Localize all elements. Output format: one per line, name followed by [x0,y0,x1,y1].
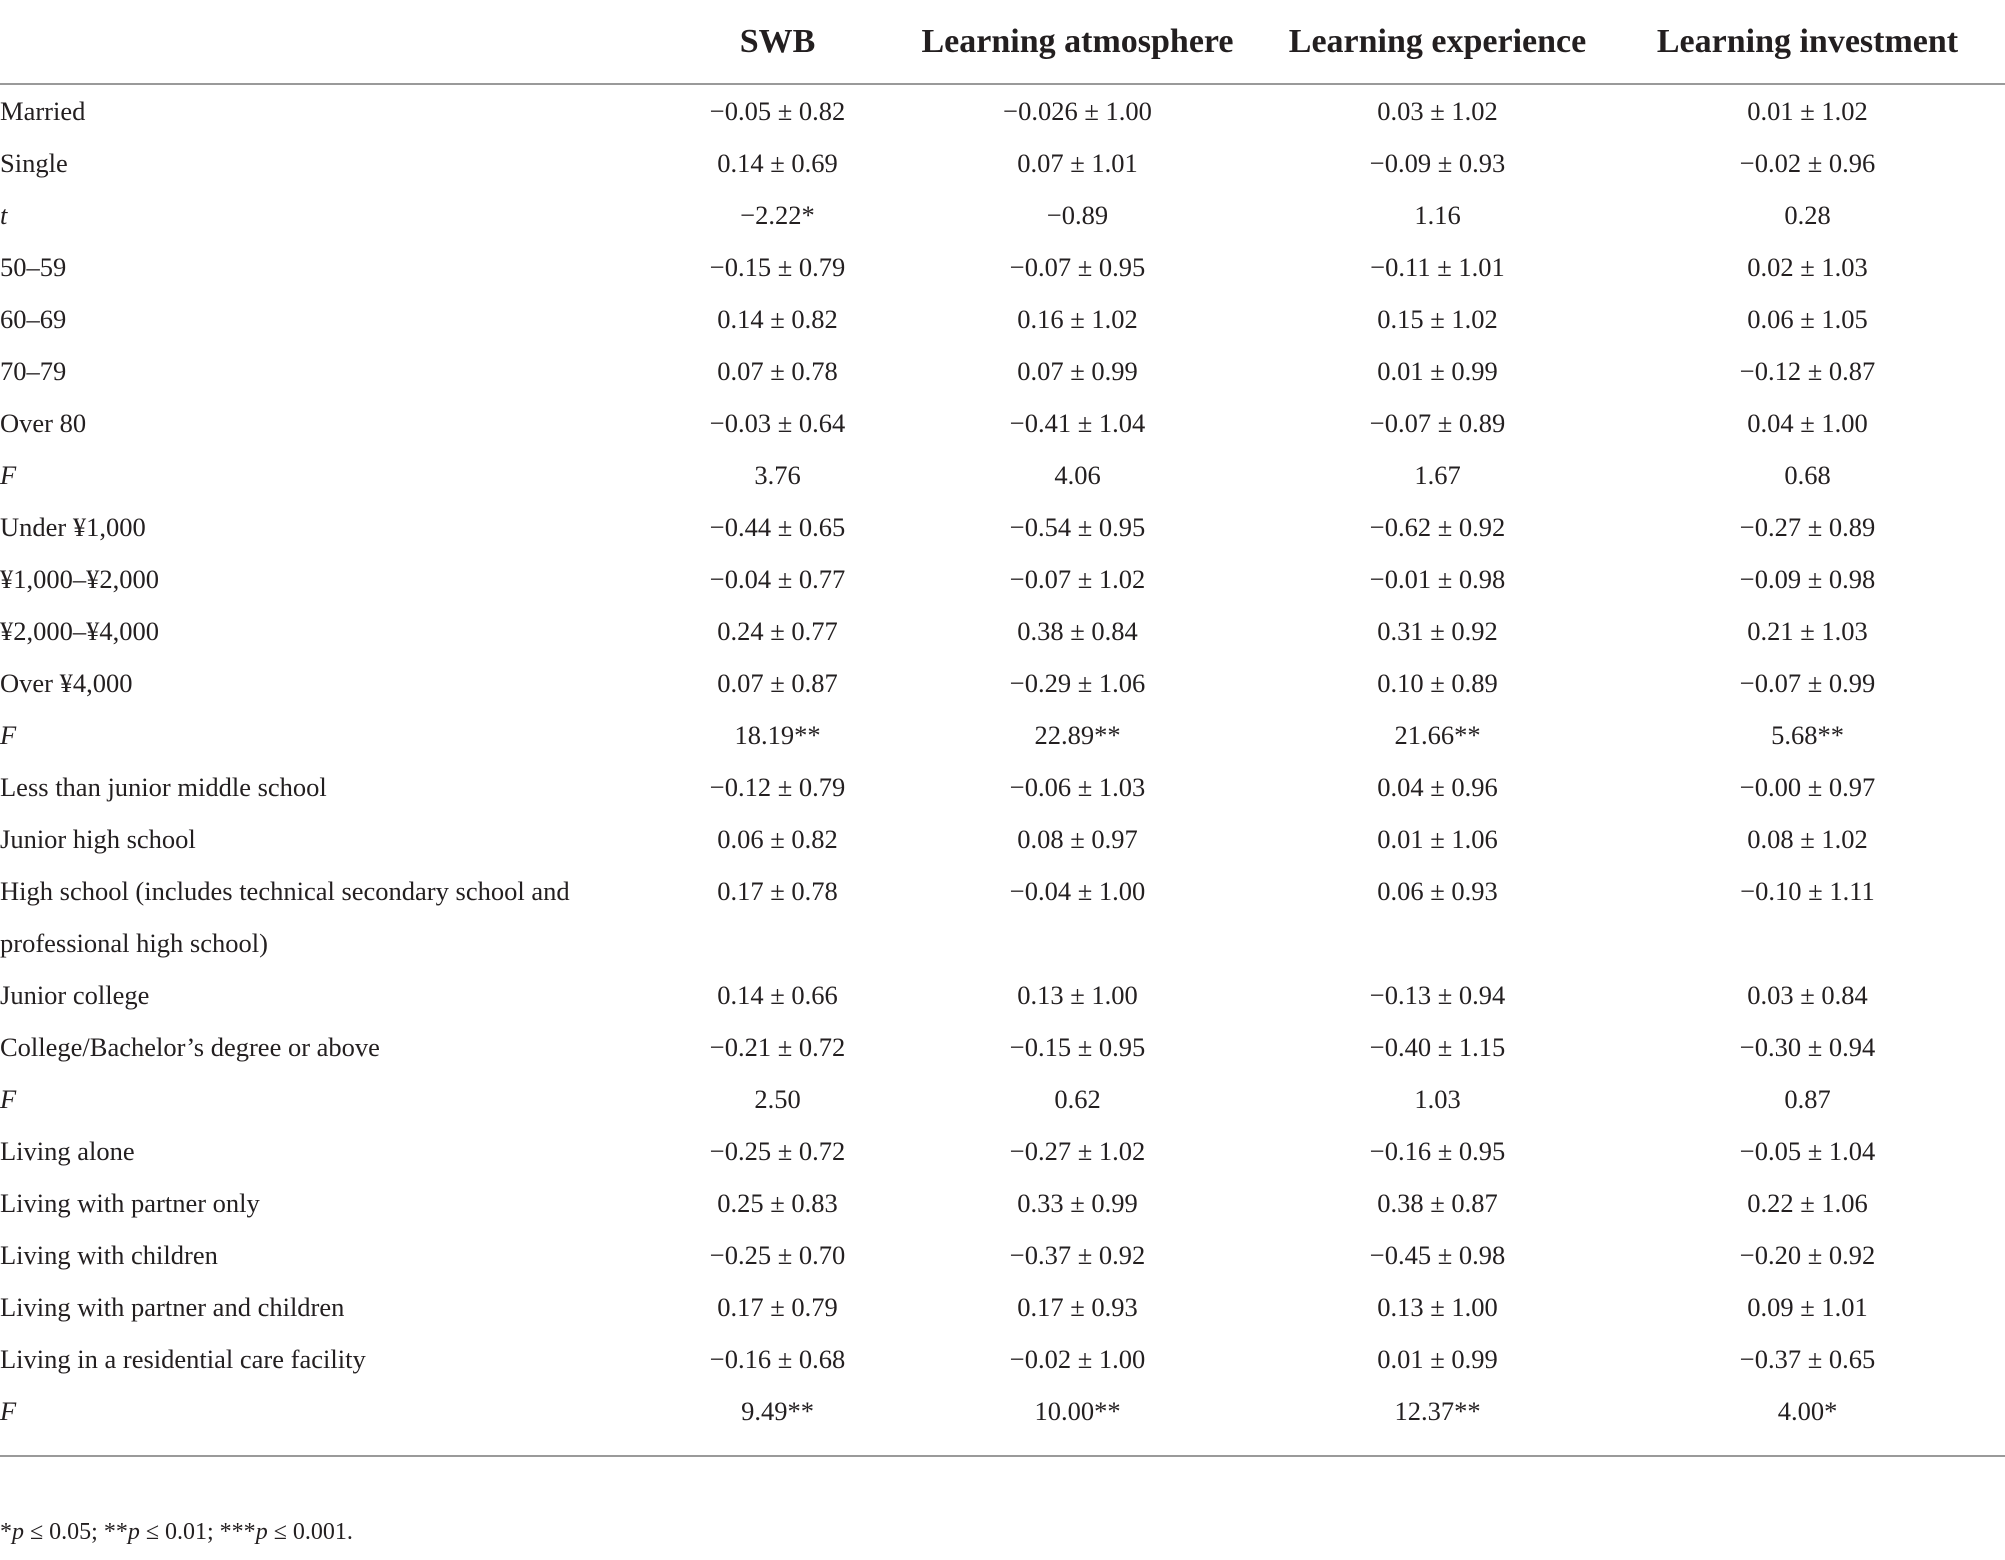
table-cell: −0.15 ± 0.79 [709,252,846,282]
table-cell: 0.14 ± 0.82 [717,304,838,334]
row-label: 60–69 [0,304,67,334]
table-cell: 0.09 ± 1.01 [1747,1292,1868,1322]
table-cell: −0.09 ± 0.93 [1369,148,1506,178]
table-cell: −0.30 ± 0.94 [1739,1032,1876,1062]
row-label: F [0,1084,17,1114]
table-cell: −0.02 ± 0.96 [1739,148,1876,178]
table-cell: 3.76 [754,460,801,490]
row-label: t [0,200,8,230]
row-label: F [0,720,17,750]
footnote-part: ≤ 0.001. [267,1519,353,1545]
table-cell: −0.13 ± 0.94 [1369,980,1506,1010]
table-row [0,1073,2005,1125]
table-cell: −0.27 ± 0.89 [1739,512,1876,542]
table-cell: 1.67 [1414,460,1461,490]
significance-footnote [0,1515,353,1549]
table-cell: −0.44 ± 0.65 [709,512,846,542]
table-row [0,813,2005,865]
row-label: Living with partner only [0,1188,260,1218]
table-cell: 1.03 [1414,1084,1461,1114]
header-cell-learning-investment: Learning investment [1610,0,2005,84]
row-label: Over 80 [0,408,87,438]
table-row [0,865,2005,969]
footnote-part: ≤ 0.01; *** [139,1519,256,1545]
row-label: Under ¥1,000 [0,512,146,542]
table-cell: 0.01 ± 0.99 [1377,1344,1498,1374]
header-cell-learning-atmosphere: Learning atmosphere [890,0,1265,84]
row-label: 50–59 [0,252,67,282]
table-cell: −0.21 ± 0.72 [709,1032,846,1062]
row-label: High school (includes technical secondary school and professional high school) [0,876,570,958]
header-cell-learning-experience: Learning experience [1265,0,1610,84]
table-cell: −0.29 ± 1.06 [1009,668,1146,698]
table-cell: 0.17 ± 0.79 [717,1292,838,1322]
table-cell: 4.00* [1777,1396,1838,1426]
table-row [0,1021,2005,1073]
table-cell: 0.13 ± 1.00 [1377,1292,1498,1322]
table-cell: 22.89** [1034,720,1121,750]
table-body [0,84,2005,1437]
row-label: Less than junior middle school [0,772,327,802]
table-row [0,293,2005,345]
table-cell: 0.62 [1054,1084,1101,1114]
table-cell: −0.15 ± 0.95 [1009,1032,1146,1062]
table-cell: −0.89 [1046,200,1109,230]
table-row [0,1177,2005,1229]
table-cell: 0.38 ± 0.87 [1377,1188,1498,1218]
table-row [0,1125,2005,1177]
table-cell: 0.22 ± 1.06 [1747,1188,1868,1218]
table-cell: −0.04 ± 0.77 [709,564,846,594]
table-row [0,345,2005,397]
table-cell: −0.62 ± 0.92 [1369,512,1506,542]
table-cell: 0.14 ± 0.66 [717,980,838,1010]
table-cell: 4.06 [1054,460,1101,490]
table-cell: −0.54 ± 0.95 [1009,512,1146,542]
table-cell: −0.40 ± 1.15 [1369,1032,1506,1062]
footnote-part: * [0,1519,12,1545]
table-cell: 0.21 ± 1.03 [1747,616,1868,646]
table-row [0,449,2005,501]
table-row [0,553,2005,605]
row-label: College/Bachelor’s degree or above [0,1032,380,1062]
table-cell: −0.37 ± 0.92 [1009,1240,1146,1270]
table-cell: −0.25 ± 0.72 [709,1136,846,1166]
table-cell: −0.00 ± 0.97 [1739,772,1876,802]
table-cell: −0.12 ± 0.87 [1739,356,1876,386]
table-cell: 0.17 ± 0.78 [717,876,838,906]
table-cell: −0.10 ± 1.11 [1740,876,1875,906]
table-cell: 0.31 ± 0.92 [1377,616,1498,646]
table-cell: −0.25 ± 0.70 [709,1240,846,1270]
table-cell: −0.16 ± 0.68 [709,1344,846,1374]
table-cell: −0.04 ± 1.00 [1009,876,1146,906]
table-cell: −0.01 ± 0.98 [1369,564,1506,594]
footnote-part: ≤ 0.05; ** [24,1519,128,1545]
table-cell: 12.37** [1394,1396,1481,1426]
table-row [0,1333,2005,1385]
footnote-part: p [255,1519,268,1545]
table-cell: 10.00** [1034,1396,1121,1426]
table-cell: −0.41 ± 1.04 [1009,408,1146,438]
row-label: Living with children [0,1240,218,1270]
table-cell: 0.01 ± 0.99 [1377,356,1498,386]
table-cell: 0.14 ± 0.69 [717,148,838,178]
table-cell: 0.13 ± 1.00 [1017,980,1138,1010]
table-cell: 1.16 [1414,200,1461,230]
table-row [0,84,2005,137]
table-cell: −0.05 ± 1.04 [1739,1136,1876,1166]
table-cell: 0.07 ± 0.78 [717,356,838,386]
row-label: Married [0,96,86,126]
table-cell: 18.19** [734,720,821,750]
header-cell-swb: SWB [665,0,890,84]
header-cell-label [0,0,665,84]
table-cell: 0.10 ± 0.89 [1377,668,1498,698]
table-cell: 9.49** [741,1396,814,1426]
footnote-part: p [12,1519,24,1545]
table-cell: 0.03 ± 1.02 [1377,96,1498,126]
table-cell: 0.16 ± 1.02 [1017,304,1138,334]
table-row [0,1385,2005,1437]
table-cell: −0.02 ± 1.00 [1009,1344,1146,1374]
table-cell: 21.66** [1394,720,1481,750]
table-cell: −0.07 ± 0.95 [1009,252,1146,282]
table-row [0,657,2005,709]
table-header [0,0,2005,84]
row-label: ¥2,000–¥4,000 [0,616,159,646]
table-cell: 0.08 ± 0.97 [1017,824,1138,854]
table-cell: 0.07 ± 0.87 [717,668,838,698]
header-row [0,0,2005,84]
table-cell: −0.05 ± 0.82 [709,96,846,126]
table-cell: −0.20 ± 0.92 [1739,1240,1876,1270]
table-cell: 0.15 ± 1.02 [1377,304,1498,334]
table-cell: 0.06 ± 1.05 [1747,304,1868,334]
table-cell: 0.04 ± 0.96 [1377,772,1498,802]
table-cell: 0.03 ± 0.84 [1747,980,1868,1010]
table-row [0,969,2005,1021]
table-cell: −0.07 ± 0.99 [1739,668,1876,698]
row-label: Over ¥4,000 [0,668,133,698]
table-row [0,137,2005,189]
row-label: Living with partner and children [0,1292,345,1322]
row-label: Single [0,148,68,178]
table-cell: 0.28 [1784,200,1831,230]
footnote-part: p [127,1519,140,1545]
table-cell: −0.06 ± 1.03 [1009,772,1146,802]
row-label: ¥1,000–¥2,000 [0,564,159,594]
table-cell: 0.68 [1784,460,1831,490]
table-row [0,761,2005,813]
table-row [0,241,2005,293]
table-cell: 0.01 ± 1.02 [1747,96,1868,126]
table-cell: −0.07 ± 0.89 [1369,408,1506,438]
row-label: F [0,1396,17,1426]
table-cell: −0.026 ± 1.00 [1003,96,1152,126]
table-cell: 0.07 ± 1.01 [1017,148,1138,178]
table-row [0,189,2005,241]
table-cell: 0.87 [1784,1084,1831,1114]
table-row [0,1229,2005,1281]
row-label: Junior college [0,980,150,1010]
table-cell: −0.03 ± 0.64 [709,408,846,438]
table-cell: 5.68** [1771,720,1844,750]
table-bottom-rule [0,1455,2005,1457]
row-label: Junior high school [0,824,196,854]
row-label: 70–79 [0,356,67,386]
row-label: Living in a residential care facility [0,1344,366,1374]
table-cell: 0.33 ± 0.99 [1017,1188,1138,1218]
table-cell: −0.12 ± 0.79 [709,772,846,802]
table-cell: 0.24 ± 0.77 [717,616,838,646]
table-cell: −0.45 ± 0.98 [1369,1240,1506,1270]
row-label: Living alone [0,1136,135,1166]
table-cell: 0.08 ± 1.02 [1747,824,1868,854]
table-row [0,709,2005,761]
table-row [0,501,2005,553]
table-row [0,397,2005,449]
table-cell: 0.06 ± 0.82 [717,824,838,854]
table-cell: −2.22* [740,200,815,230]
table-row [0,605,2005,657]
table-row [0,1281,2005,1333]
table-cell: 0.02 ± 1.03 [1747,252,1868,282]
table-cell: −0.07 ± 1.02 [1009,564,1146,594]
row-label: F [0,460,17,490]
table-cell: 0.06 ± 0.93 [1377,876,1498,906]
table-cell: 0.04 ± 1.00 [1747,408,1868,438]
table-cell: 0.17 ± 0.93 [1017,1292,1138,1322]
table-cell: −0.16 ± 0.95 [1369,1136,1506,1166]
table-cell: 2.50 [754,1084,801,1114]
table-cell: −0.37 ± 0.65 [1739,1344,1876,1374]
table-cell: 0.07 ± 0.99 [1017,356,1138,386]
table-cell: −0.27 ± 1.02 [1009,1136,1146,1166]
table-cell: 0.38 ± 0.84 [1017,616,1138,646]
table-cell: −0.11 ± 1.01 [1370,252,1505,282]
table-cell: −0.09 ± 0.98 [1739,564,1876,594]
table-cell: 0.25 ± 0.83 [717,1188,838,1218]
table-cell: 0.01 ± 1.06 [1377,824,1498,854]
